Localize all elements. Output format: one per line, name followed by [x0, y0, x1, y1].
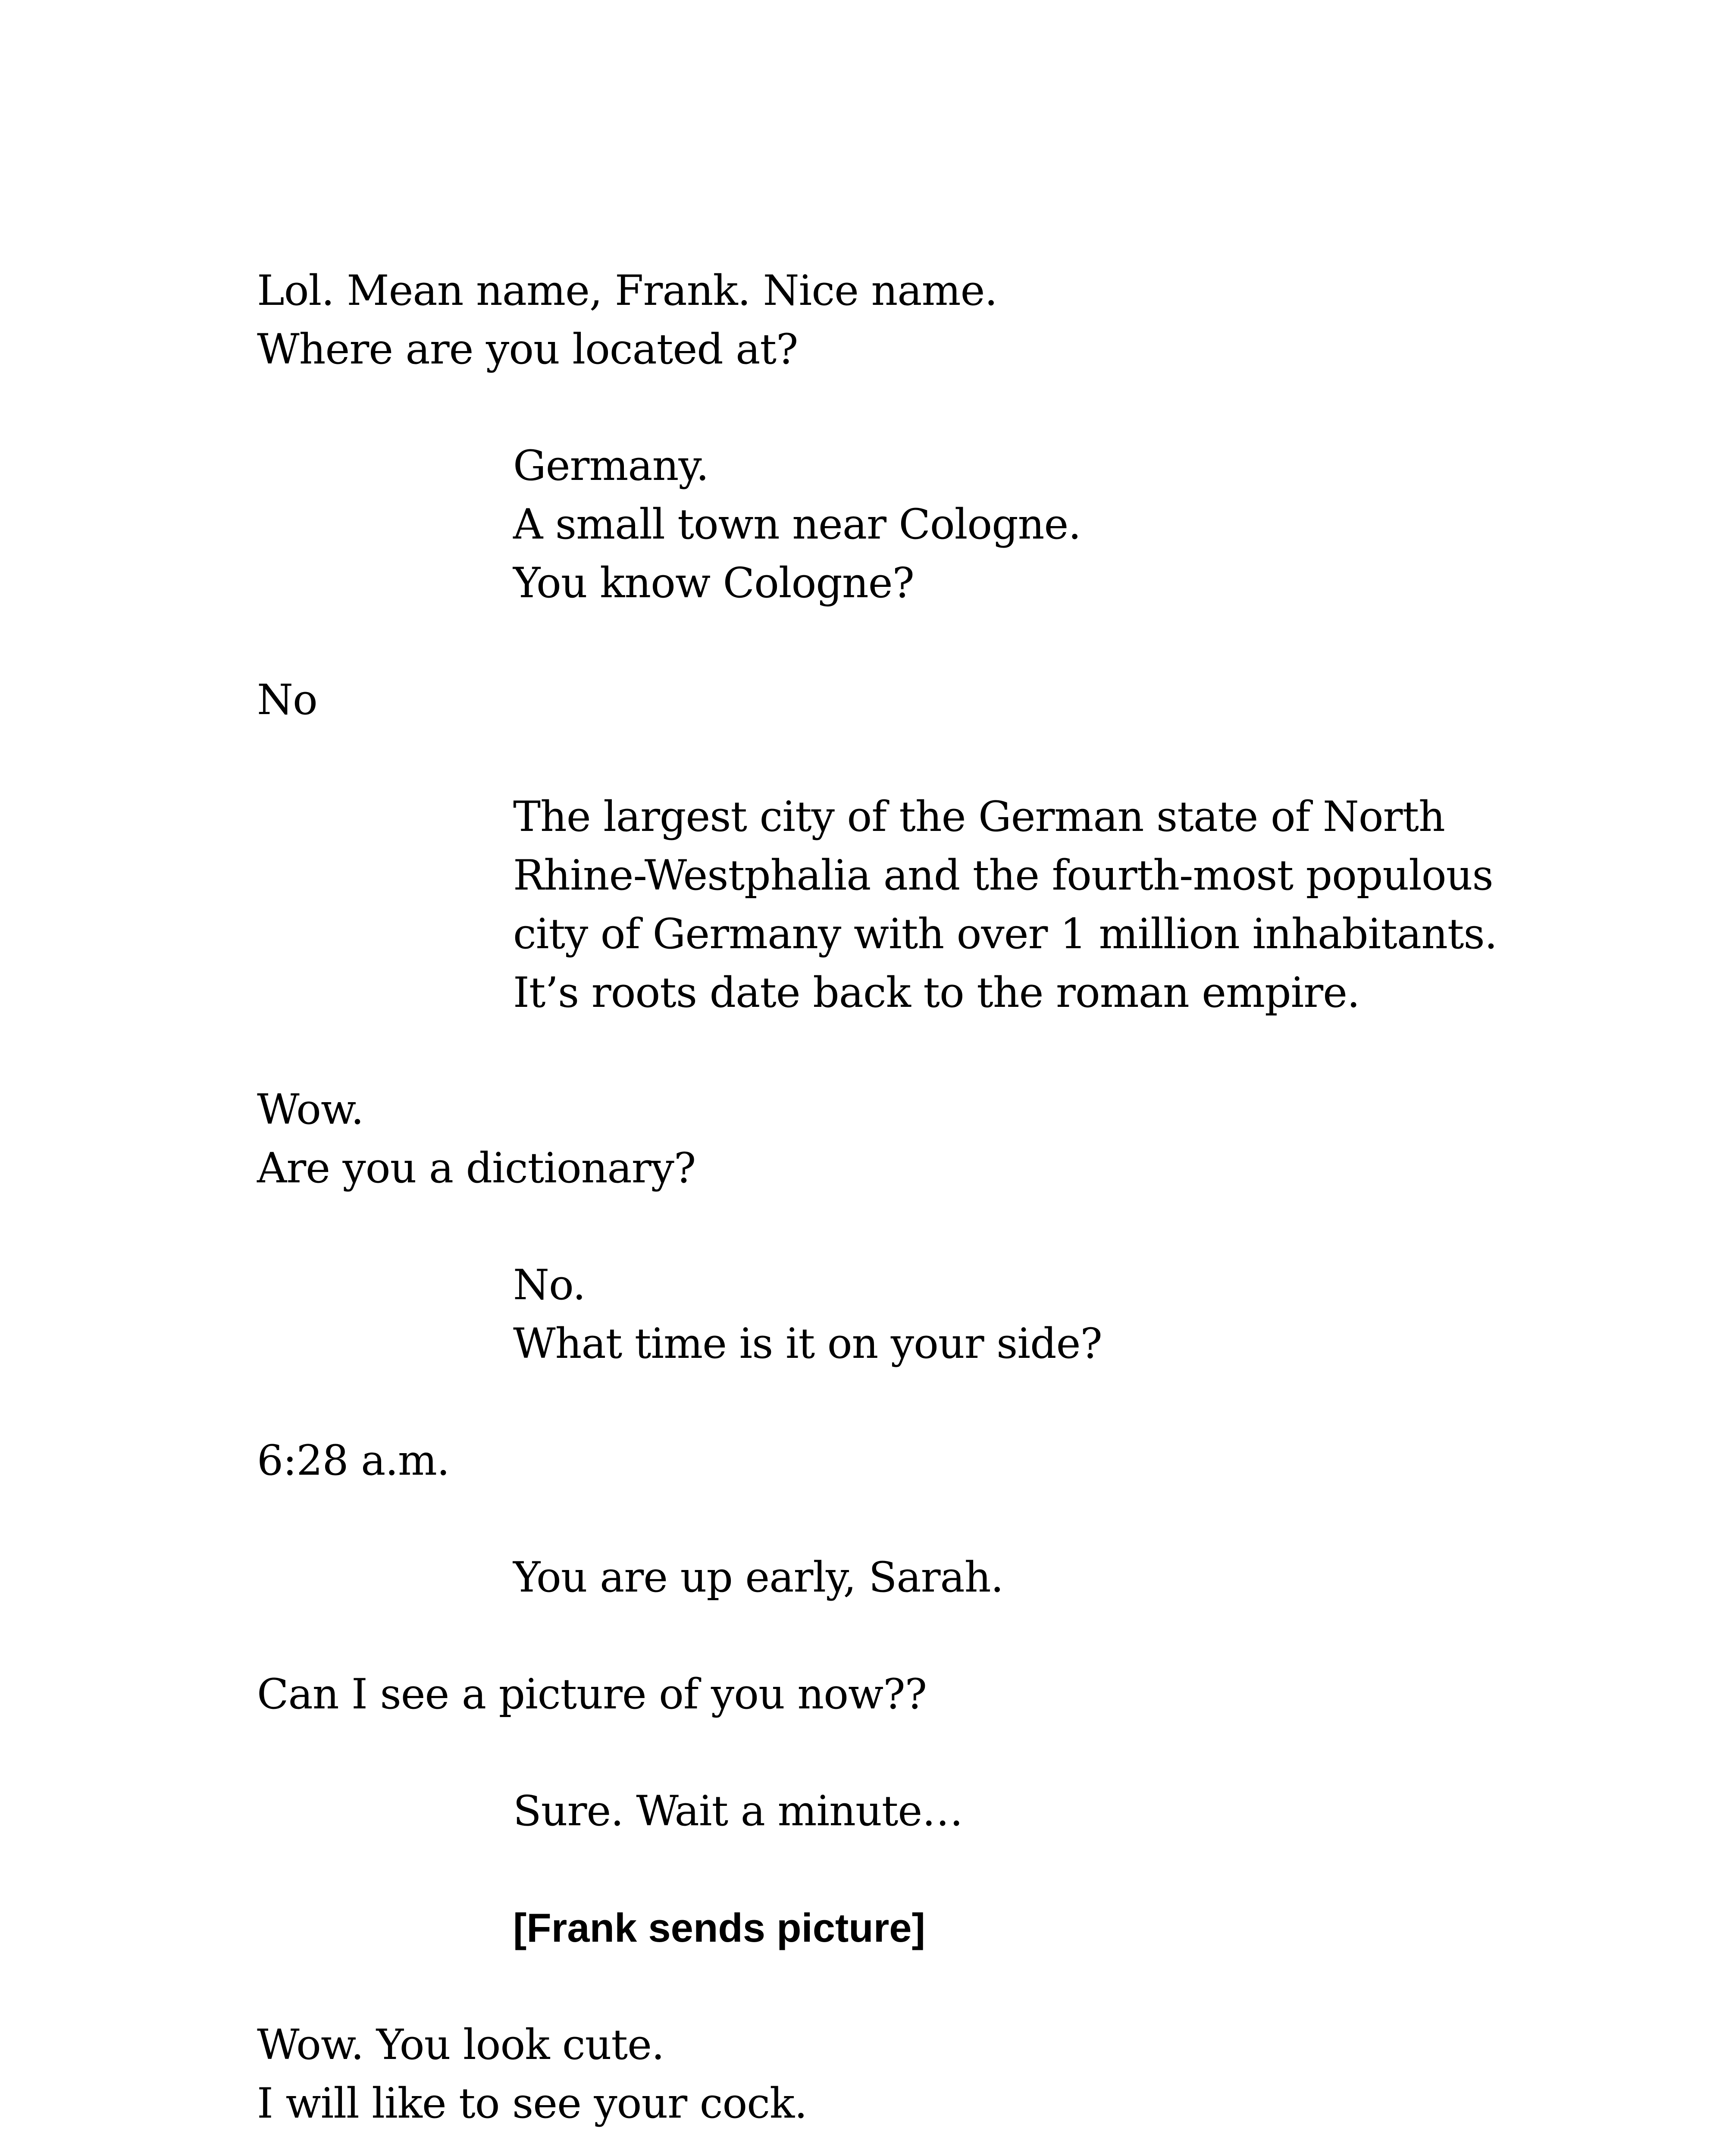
dialogue-line-indented: Sure. Wait a minute…: [513, 1787, 963, 1835]
dialogue-line: I will like to see your cock.: [257, 2079, 807, 2128]
dialogue-line-indented: You are up early, Sarah.: [513, 1553, 1004, 1601]
dialogue-line-indented: It’s roots date back to the roman empire.: [513, 968, 1360, 1017]
dialogue-line-indented: No.: [513, 1261, 586, 1309]
stage-direction: [Frank sends picture]: [513, 1905, 925, 1950]
dialogue-line-indented: You know Cologne?: [513, 559, 914, 607]
dialogue-line: No: [257, 676, 317, 724]
dialogue-line-indented: Germany.: [513, 442, 709, 490]
dialogue-line-indented: A small town near Cologne.: [513, 500, 1081, 548]
dialogue-line-indented: What time is it on your side?: [513, 1319, 1102, 1368]
dialogue-line-indented: Rhine-Westphalia and the fourth-most populous: [513, 851, 1493, 899]
dialogue-line-indented: city of Germany with over 1 million inhabitants.: [513, 910, 1497, 958]
dialogue-line: Wow.: [257, 1085, 364, 1134]
dialogue-line: 6:28 a.m.: [257, 1436, 450, 1485]
dialogue-line-indented: The largest city of the German state of North: [513, 793, 1445, 841]
dialogue-line: Lol. Mean name, Frank. Nice name.: [257, 266, 997, 315]
dialogue-line: Wow. You look cute.: [257, 2021, 664, 2069]
dialogue-line: Where are you located at?: [257, 325, 798, 373]
dialogue-line: Can I see a picture of you now??: [257, 1670, 927, 1718]
dialogue-line: Are you a dictionary?: [257, 1144, 696, 1192]
